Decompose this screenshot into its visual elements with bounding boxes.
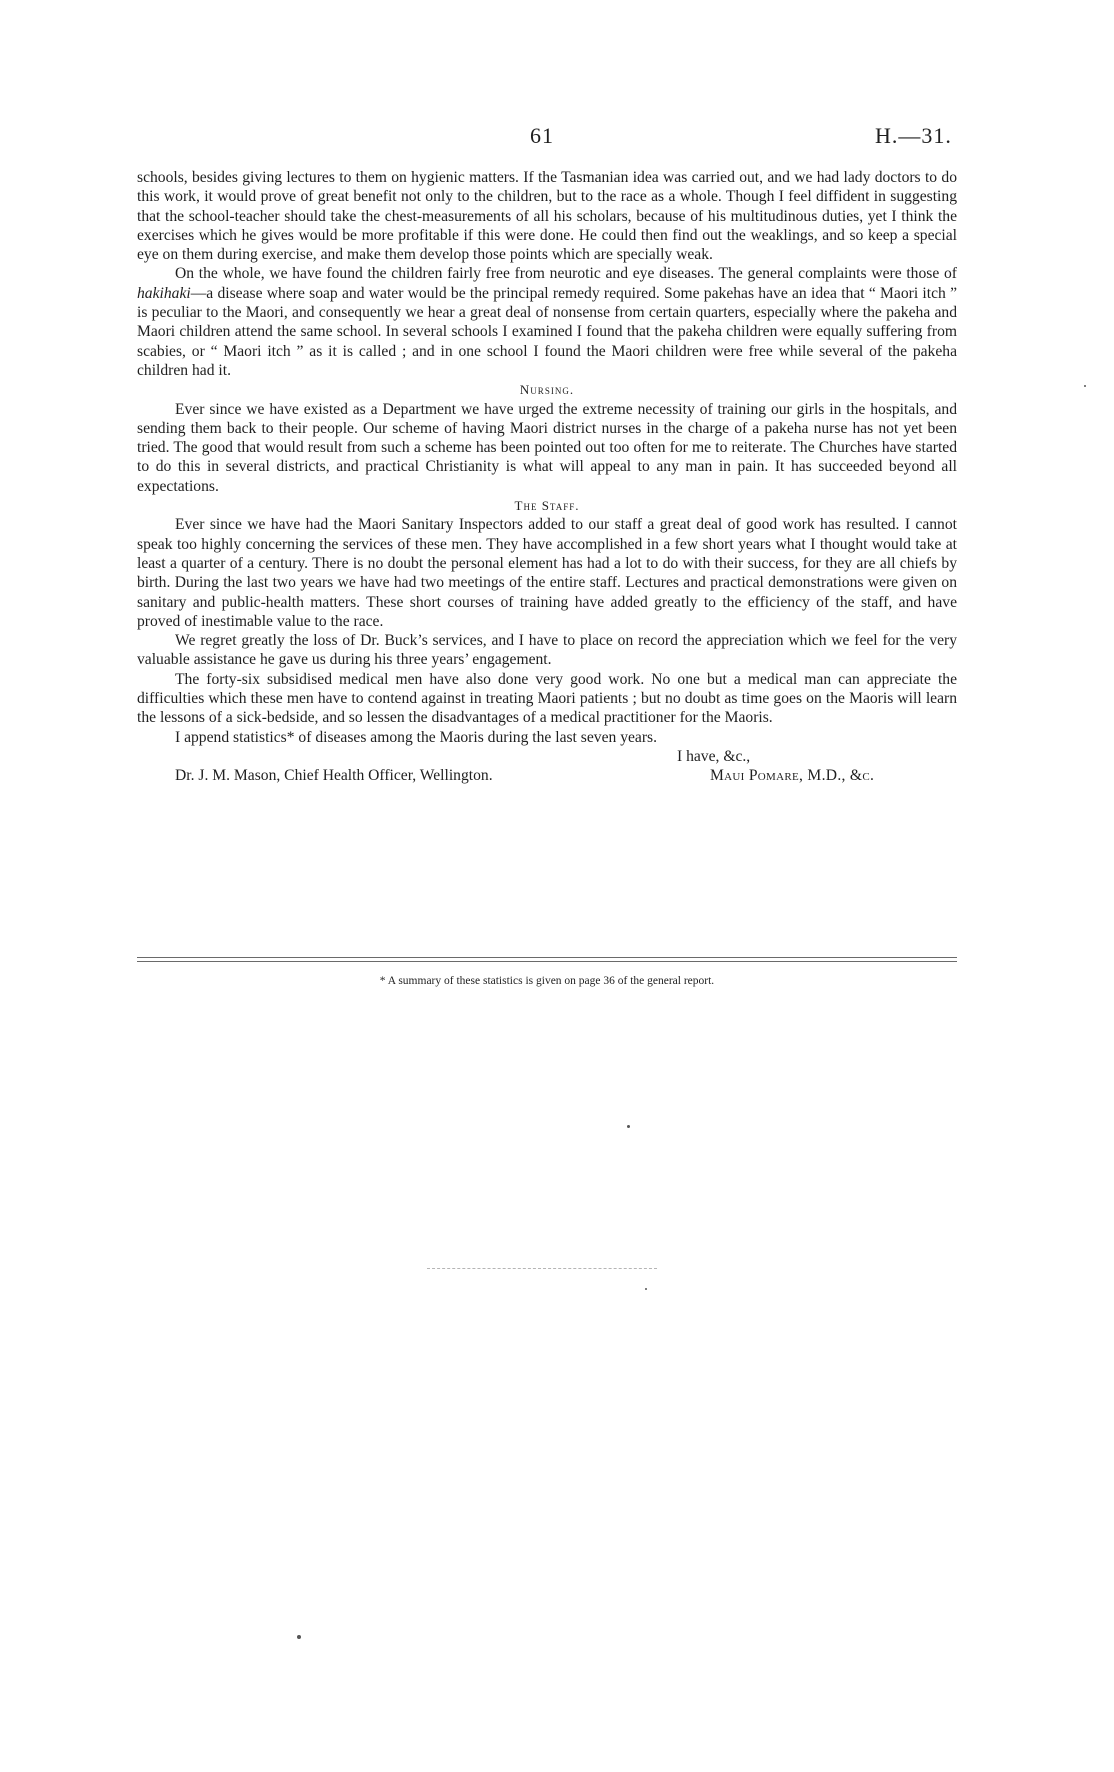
- term-hakihaki: hakihaki: [137, 284, 191, 302]
- paragraph-medical-men: The forty-six subsidised medical men have also done very good work. No one but a medical man can appreciate the difficulties which these men have to contend against in treating Maori patients ; but no doubt as time goes on the Maoris will learn the lessons of a sick-bedside, and so lessen the disadvantages of a medical practitioner for the Maoris.: [137, 670, 957, 727]
- page-speck: [645, 1288, 647, 1290]
- page-speck: [627, 1125, 630, 1128]
- paragraph-hygiene: schools, besides giving lectures to them on hygienic matters. If the Tasmanian idea was carried out, and we had lady doctors to do this work, it would prove of great benefit not only to the children, but to the race as a whole. Though I feel diffident in suggesting that the school-teacher should take the chest-measurements of all his scholars, because of his multitudinous duties, yet I think the exercises which he gives would be more profitable if this were done. He could then find out the weaklings, and so keep a special eye on them during exercise, and make them develop those points which are specially weak.: [137, 169, 957, 264]
- footnote: * A summary of these statistics is given on page 36 of the general report.: [379, 975, 715, 987]
- paragraph-diseases-start: On the whole, we have found the children fairly free from neurotic and eye diseases. The general complaints were those of: [175, 265, 957, 283]
- valediction-row: [137, 747, 957, 766]
- stray-dashed-line: [427, 1268, 657, 1269]
- addressee: Dr. J. M. Mason, Chief Health Officer, Wellington.: [175, 767, 493, 785]
- footnote-rule-upper: [137, 957, 957, 958]
- section-heading-staff: The Staff.: [514, 498, 580, 514]
- paragraph-staff: Ever since we have had the Maori Sanitary Inspectors added to our staff a great deal of good work has resulted. I cannot speak too highly concerning the services of these men. They have accomplished in a few short years what I thought would take at least a quarter of a century. There is no doubt the personal element has had a lot to do with their success, for they are all chiefs by birth. During the last two years we have had two meetings of the entire staff. Lectures and practical demonstrations were given on sanitary and public-health matters. These short courses of training have added greatly to the efficiency of the staff, and have proved of inestimable value to the race.: [137, 516, 957, 630]
- page-speck: [297, 1635, 301, 1639]
- signature: Maui Pomare, M.D., &c.: [710, 767, 875, 785]
- paragraph-statistics: I append statistics* of diseases among the Maoris during the last seven years.: [175, 728, 657, 746]
- page-number: 61: [530, 123, 554, 148]
- paragraph-dr-buck: We regret greatly the loss of Dr. Buck’s services, and I have to place on record the appreciation which we feel for the very valuable assistance he gave us during his three years’ engagement.: [137, 632, 957, 669]
- signature-row: [137, 766, 957, 785]
- paragraph-diseases: [137, 264, 957, 380]
- paragraph-nursing: Ever since we have existed as a Department we have urged the extreme necessity of training our girls in the hospitals, and sending them back to their people. Our scheme of having Maori district nurses in the charge of a pakeha nurse has not yet been tried. The good that would result from such a scheme has been pointed out too often for me to reiterate. The Churches have started to do this in several districts, and practical Christianity is what will appeal to any man in pain. It has succeeded beyond all expectations.: [137, 400, 957, 495]
- page-speck: [1084, 385, 1086, 387]
- paragraph-diseases-end: —a disease where soap and water would be the principal remedy required. Some pakehas have an idea that “ Maori itch ” is peculiar to the Maori, and consequently we hear a great deal of nonsense from certain quarters, especially where the pakeha and Maori children attend the same school. In several schools I examined I found that the pakeha children were equally suffering from scabies, or “ Maori itch ” as it is called ; and in one school I found the Maori children were free while several of the pakeha children had it.: [137, 284, 957, 379]
- valediction: I have, &c.,: [677, 747, 751, 765]
- section-heading-nursing: Nursing.: [519, 382, 575, 398]
- body-text: [137, 168, 957, 786]
- footnote-rule-lower: [137, 961, 957, 962]
- document-reference: H.—31.: [875, 123, 952, 148]
